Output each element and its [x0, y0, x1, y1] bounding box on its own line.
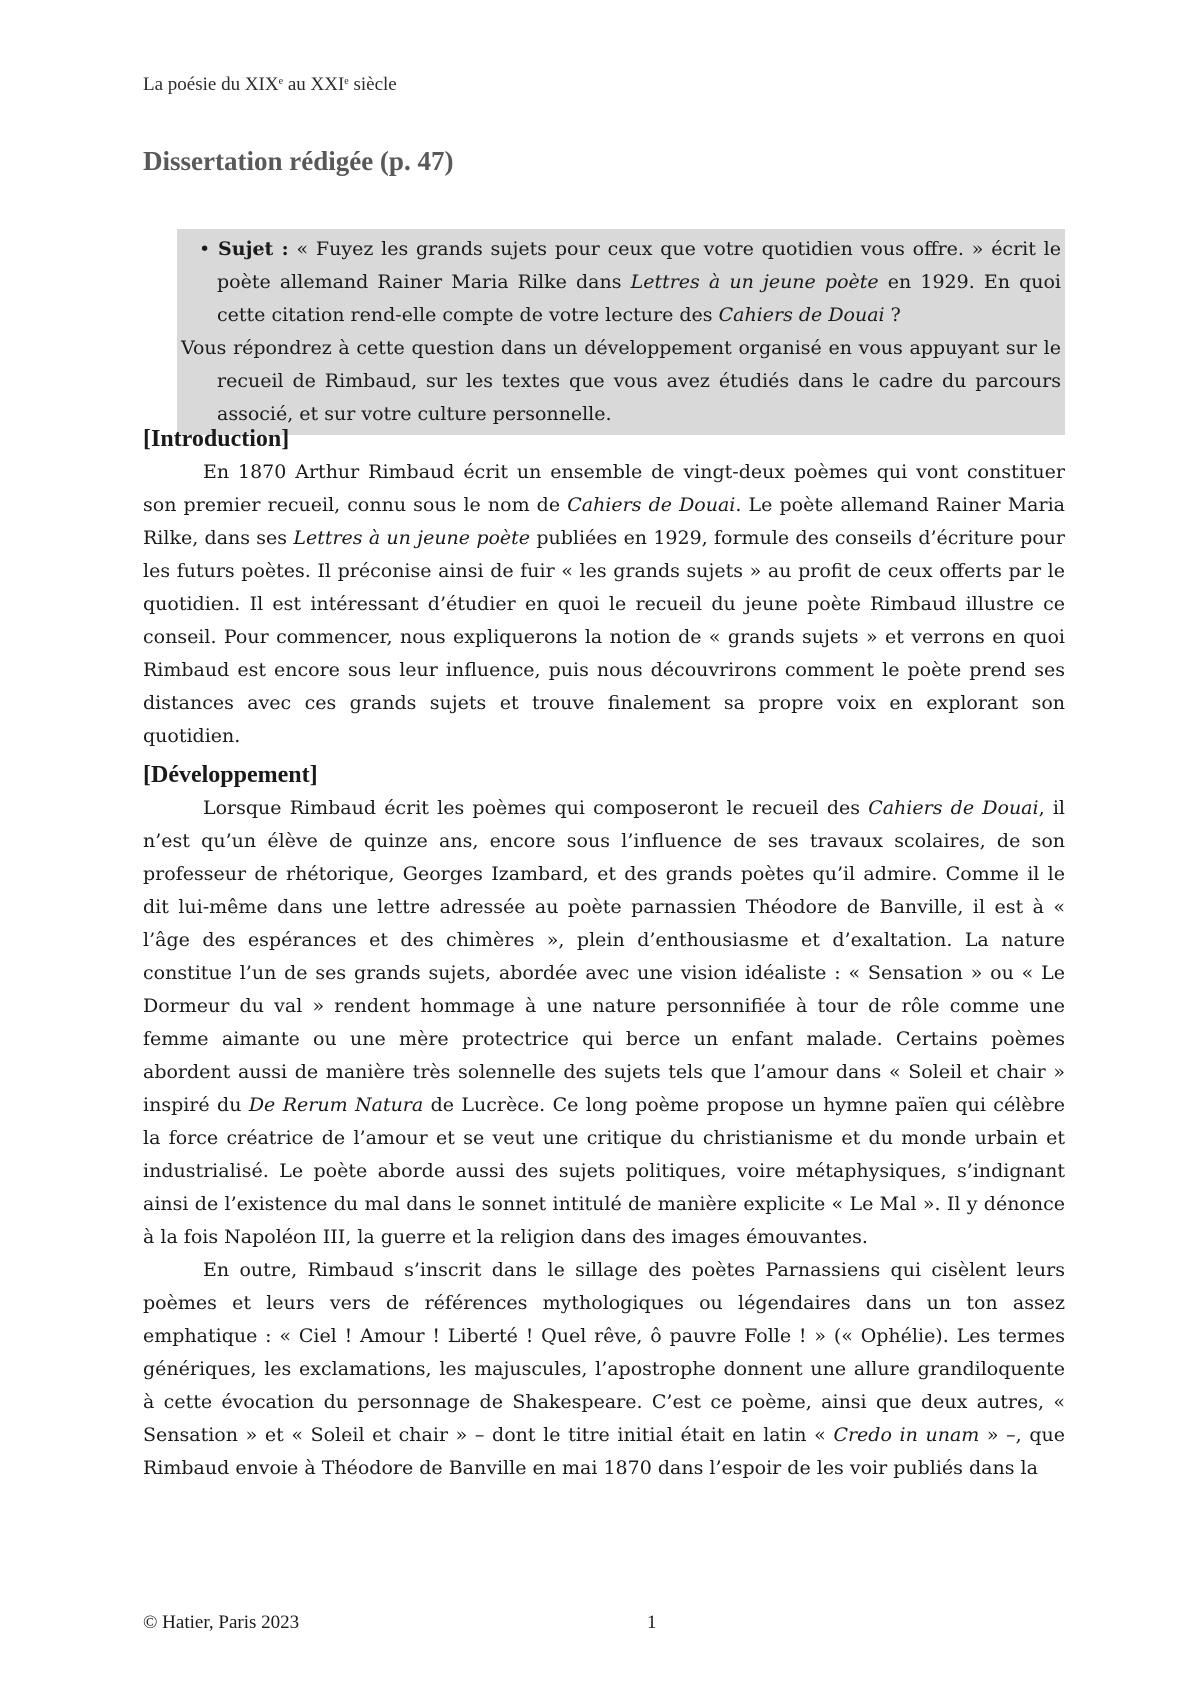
development-paragraph [143, 792, 1065, 1254]
collection-title: Cahiers de Douai [718, 304, 885, 326]
text-run: Lorsque Rimbaud écrit les poèmes qui composeront le recueil des [203, 797, 869, 819]
superscript: e [344, 76, 349, 87]
copyright-footer: © Hatier, Paris 2023 [143, 1612, 300, 1633]
subject-label: Sujet : [218, 238, 289, 260]
text-run: En outre, Rimbaud s’inscrit dans le sillage des poètes Parnassiens qui cisèlent leurs poèmes et leurs vers de références mythologiques ou légendaires dans un ton assez emphatique : « Ciel ! Amour ! Liberté ! Quel rêve, ô pauvre Folle ! » (« Ophélie). Les termes génériques, les exclamations, les majuscules, l’apostrophe donnent une allure grandiloquente à cette évocation du personnage de Shakespeare. C’est ce poème, ainsi que deux autres, « Sensation » et « Soleil et chair » – dont le titre initial était en latin « [143, 1259, 1065, 1446]
page-title: Dissertation rédigée (p. 47) [143, 146, 454, 176]
text-run: de Lucrèce. Ce long poème propose un hymne païen qui célèbre la force créatrice de l’amour et se veut une critique du christianisme et du monde urbain et industrialisé. Le poète aborde aussi des sujets politiques, voire métaphysiques, s’indignant ainsi de l’existence du mal dans le sonnet intitulé de manière explicite « Le Mal ». Il y dénonce à la fois Napoléon III, la guerre et la religion dans des images émouvantes. [143, 1094, 1065, 1248]
book-title: Lettres à un jeune poète [293, 527, 531, 549]
development-paragraph [143, 1254, 1065, 1485]
subject-text: « Fuyez les grands sujets pour ceux que votre quotidien vous offre. » écrit le poète allemand Rainer Maria Rilke dans [217, 238, 1061, 293]
subject-paragraph [181, 233, 1061, 332]
latin-title: Credo in unam [833, 1424, 980, 1446]
running-head-text: siècle [348, 74, 397, 95]
subject-text: en 1929. En quoi cette citation rend-elle compte de votre lecture des [217, 271, 1062, 326]
development-heading: [Développement] [143, 762, 318, 788]
text-run: , il n’est qu’un élève de quinze ans, encore sous l’influence de ses travaux scolaires, de son professeur de rhétorique, Georges Izambard, et des grands poètes qu’il admire. Comme il le dit lui-même dans une lettre adressée au poète parnassien Théodore de Banville, il est à « l’âge des espérances et des chimères », plein d’enthousiasme et d’exaltation. La nature constitue l’un de ses grands sujets, abordée avec une vision idéaliste : « Sensation » ou « Le Dormeur du val » rendent hommage à une nature personnifiée à tour de rôle comme une femme aimante ou une mère protectrice qui berce un enfant malade. Certains poèmes abordent aussi de manière très solennelle des sujets tels que l’amour dans « Soleil et chair » inspiré du [143, 797, 1065, 1116]
running-head-text: au XXI [283, 74, 345, 95]
page-number: 1 [647, 1612, 657, 1633]
superscript: e [278, 76, 284, 87]
subject-text: ? [884, 304, 901, 326]
subject-box [177, 229, 1065, 435]
text-run: En 1870 Arthur Rimbaud écrit un ensemble de vingt-deux poèmes qui vont constituer son premier recueil, connu sous le nom de [143, 461, 1065, 516]
running-head [143, 74, 397, 96]
collection-title: Cahiers de Douai [567, 494, 736, 516]
instructions-paragraph: Vous répondrez à cette question dans un développement organisé en vous appuyant sur le recueil de Rimbaud, sur les textes que vous avez étudiés dans le cadre du parcours associé, et sur votre culture personnelle. [181, 337, 1061, 425]
introduction-heading: [Introduction] [143, 426, 290, 452]
bullet-icon: • [199, 238, 211, 260]
book-title: Lettres à un jeune poète [630, 271, 879, 293]
text-run: . Le poète allemand Rainer Maria Rilke, dans ses [143, 494, 1065, 549]
collection-title: Cahiers de Douai [868, 797, 1039, 819]
introduction-body [143, 456, 1065, 753]
work-title: De Rerum Natura [248, 1094, 424, 1116]
running-head-text: La poésie du XIX [143, 74, 279, 95]
text-run: » –, que Rimbaud envoie à Théodore de Banville en mai 1870 dans l’espoir de les voir publiés dans la [143, 1424, 1065, 1479]
development-body [143, 792, 1065, 1485]
text-run: publiées en 1929, formule des conseils d’écriture pour les futurs poètes. Il préconise ainsi de fuir « les grands sujets » au profit de ceux offerts par le quotidien. Il est intéressant d’étudier en quoi le recueil du jeune poète Rimbaud illustre ce conseil. Pour commencer, nous expliquerons la notion de « grands sujets » et verrons en quoi Rimbaud est encore sous leur influence, puis nous découvrirons comment le poète prend ses distances avec ces grands sujets et trouve finalement sa propre voix en explorant son quotidien. [143, 527, 1065, 747]
introduction-paragraph [143, 456, 1065, 753]
